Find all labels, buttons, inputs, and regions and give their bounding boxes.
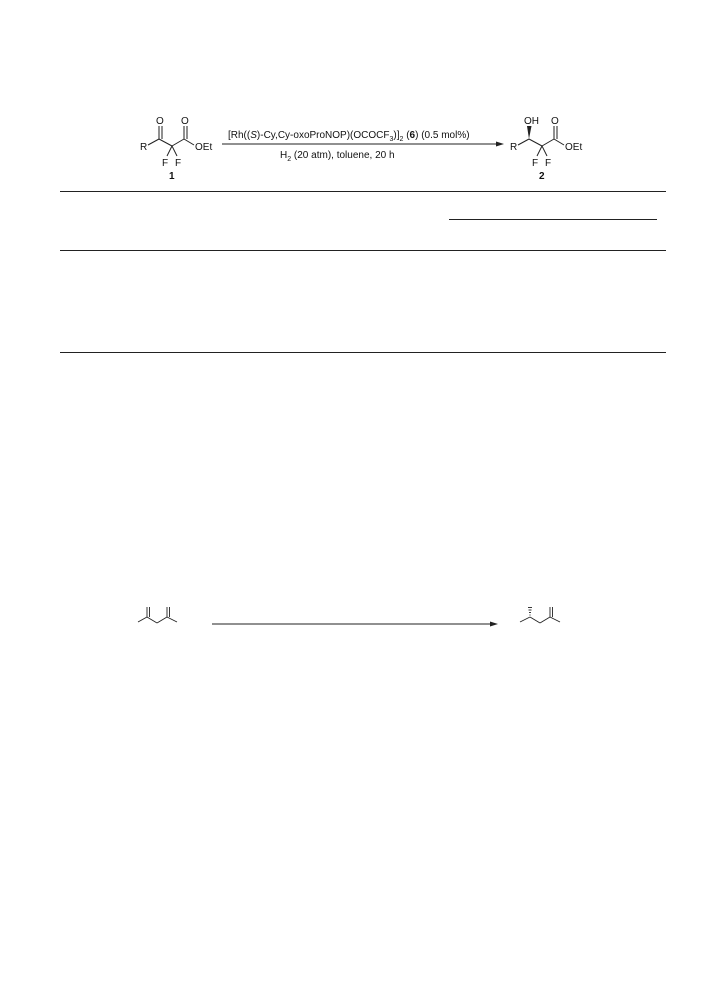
bond	[554, 139, 564, 145]
reaction-scheme-2	[0, 590, 721, 650]
table-header-subrule	[449, 219, 657, 220]
chiral-alkene-structure	[518, 604, 574, 628]
r-group-label: R	[510, 142, 518, 153]
reaction-arrow-2	[212, 620, 498, 628]
fluorine-label-1: F	[532, 158, 539, 169]
bond	[148, 139, 159, 145]
compound-number-1: 1	[169, 171, 175, 182]
ester-oxygen-label: O	[551, 116, 559, 127]
fluorine-label-2: F	[175, 158, 182, 169]
ketone-oxygen-label: O	[156, 116, 164, 127]
bond	[184, 139, 194, 145]
bond	[147, 617, 157, 623]
diene-structure	[136, 604, 192, 628]
fluorine-label-1: F	[162, 158, 169, 169]
bond	[167, 146, 172, 156]
reaction-conditions-bottom: $H_2$ (20 atm), toluene, 20 h	[280, 150, 395, 163]
bond	[172, 139, 184, 146]
bond	[529, 139, 542, 146]
bond	[550, 617, 560, 622]
ester-oxygen-label: O	[181, 116, 189, 127]
bond	[138, 617, 147, 622]
bond	[520, 617, 530, 622]
reaction-arrow	[222, 140, 504, 148]
bond	[540, 617, 550, 623]
bond	[530, 617, 540, 623]
wedge-bond	[527, 126, 532, 139]
product-structure	[502, 112, 592, 182]
bond	[542, 146, 547, 156]
bond	[167, 617, 177, 622]
bond	[542, 139, 554, 146]
reaction-scheme	[0, 0, 721, 190]
hydroxyl-label: OH	[524, 116, 539, 127]
fluorine-label-2: F	[545, 158, 552, 169]
table-bottom-rule	[60, 352, 666, 353]
substrate-structure	[132, 112, 222, 182]
bond	[159, 139, 172, 146]
bond	[172, 146, 177, 156]
table-top-rule	[60, 191, 666, 192]
compound-number-2: 2	[539, 171, 545, 182]
hashed-wedge-bond	[528, 608, 532, 616]
bond	[157, 617, 167, 623]
r-group-label: R	[140, 142, 148, 153]
bond	[537, 146, 542, 156]
ethoxy-label: OEt	[195, 142, 213, 153]
reaction-conditions-top: $[Rh((S)-Cy,Cy-oxoProNOP)(OCOCF_3)]_2$ (6) (0.5 mol%)	[228, 130, 470, 143]
ethoxy-label: OEt	[565, 142, 583, 153]
bond	[518, 139, 529, 145]
table-header-bottom-rule	[60, 250, 666, 251]
